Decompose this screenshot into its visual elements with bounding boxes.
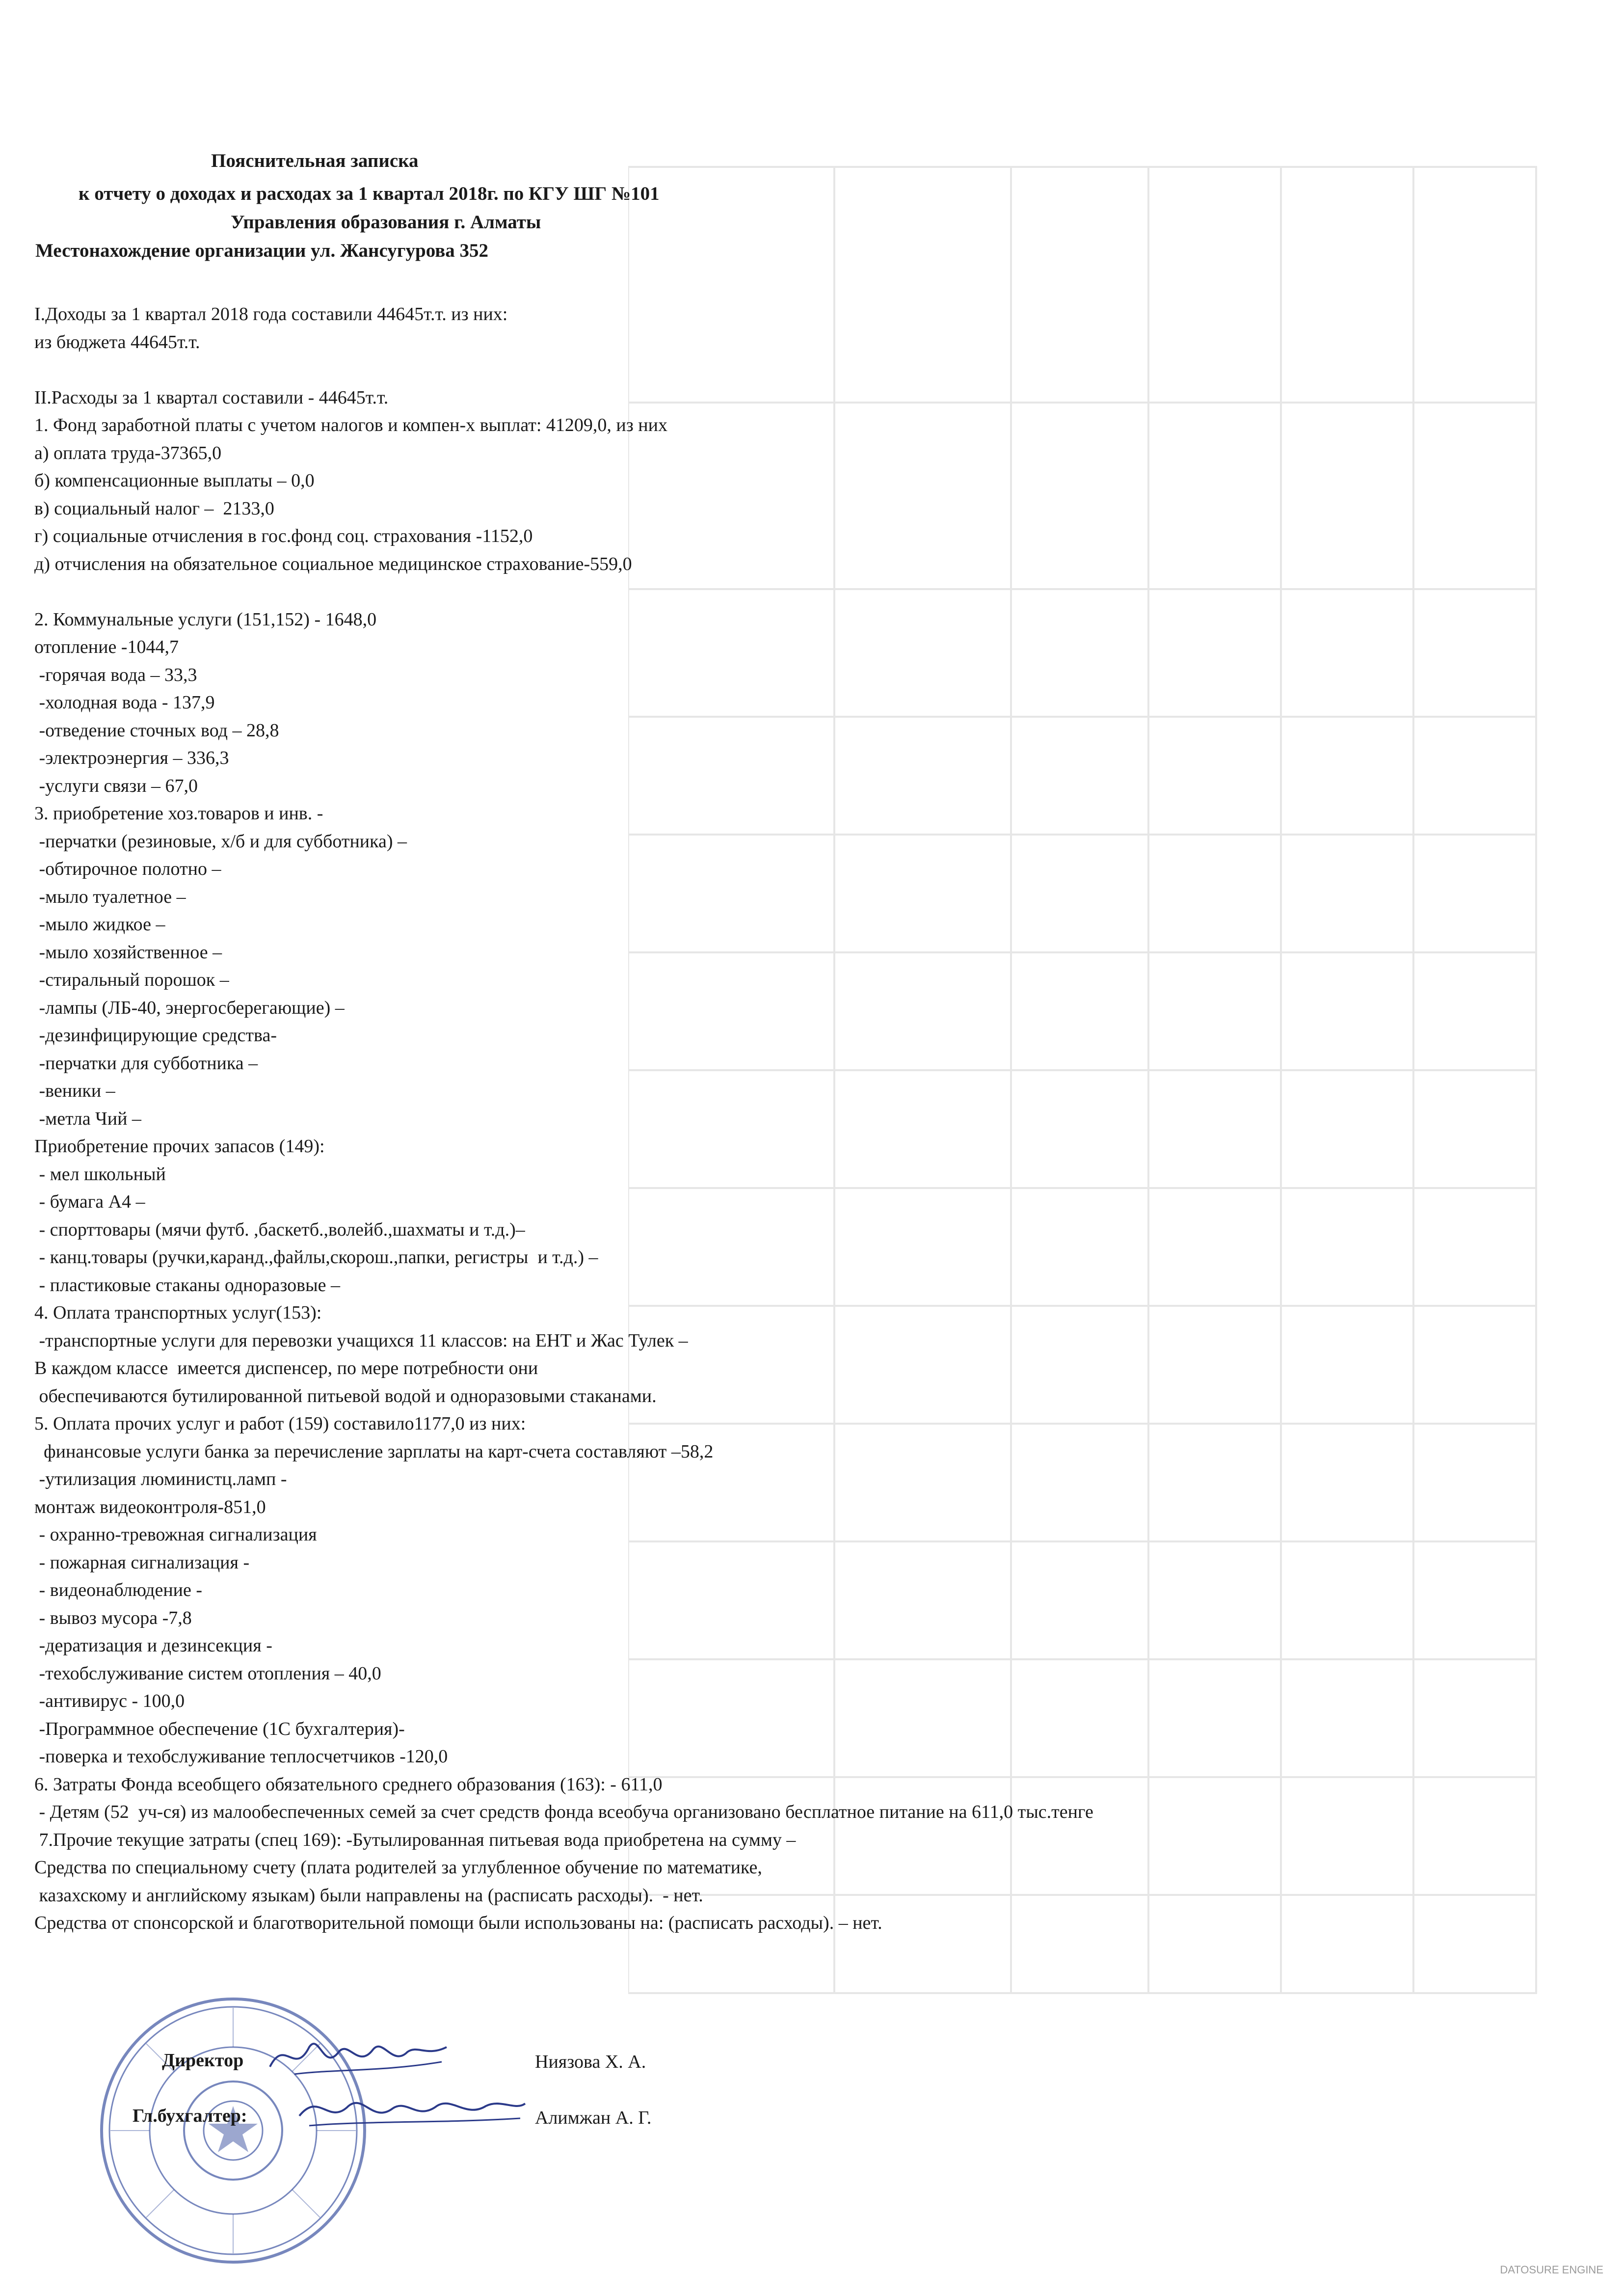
payroll-item: а) оплата труда-37365,0 xyxy=(34,442,222,463)
utilities-item: -услуги связи – 67,0 xyxy=(34,775,198,796)
fund-item: - Детям (52 уч-ся) из малообеспеченных семей за счет средств фонда всеобуча организовано бесплатное питание на 611,0 тыс.тенге xyxy=(34,1802,1093,1822)
supplies-item: -мыло хозяйственное – xyxy=(34,942,222,963)
expenses-title: II.Расходы за 1 квартал составили - 44645т.т. xyxy=(34,387,389,408)
misc-item: Средства по специальному счету (плата родителей за углубленное обучение по математике, xyxy=(34,1857,762,1878)
services-item: - охранно-тревожная сигнализация xyxy=(34,1524,317,1545)
transport-item: -транспортные услуги для перевозки учащихся 11 классов: на ЕНТ и Жас Тулек – xyxy=(34,1330,688,1351)
supplies-item: -обтирочное полотно – xyxy=(34,859,221,879)
director-label: Директор xyxy=(162,2050,244,2071)
other-stock-item: - канц.товары (ручки,каранд.,файлы,скорош.,папки, регистры и т.д.) – xyxy=(34,1247,598,1268)
services-item: - пожарная сигнализация - xyxy=(34,1552,250,1573)
misc-item: 7.Прочие текущие затраты (спец 169): -Бутылированная питьевая вода приобретена на сумму – xyxy=(34,1829,796,1850)
services-item: -техобслуживание систем отопления – 40,0 xyxy=(34,1663,381,1684)
supplies-item: -веники – xyxy=(34,1080,115,1101)
payroll-heading: 1. Фонд заработной платы с учетом налогов и компен-х выплат: 41209,0, из них xyxy=(34,415,667,435)
organization-authority: Управления образования г. Алматы xyxy=(231,212,541,233)
supplies-item: -дезинфицирующие средства- xyxy=(34,1025,277,1046)
utilities-item: -холодная вода - 137,9 xyxy=(34,692,215,713)
services-item: - видеонаблюдение - xyxy=(34,1580,203,1600)
other-stock-item: - спорттовары (мячи футб. ,баскетб.,волейб.,шахматы и т.д.)– xyxy=(34,1219,525,1240)
transport-item: В каждом классе имеется диспенсер, по мере потребности они xyxy=(34,1358,538,1378)
services-item: -антивирус - 100,0 xyxy=(34,1691,185,1711)
payroll-item: г) социальные отчисления в гос.фонд соц. страхования -1152,0 xyxy=(34,526,533,546)
supplies-item: -мыло туалетное – xyxy=(34,886,186,907)
income-budget-line: из бюджета 44645т.т. xyxy=(34,331,200,352)
payroll-item: д) отчисления на обязательное социальное медицинское страхование-559,0 xyxy=(34,553,632,574)
other-stock-item: - пластиковые стаканы одноразовые – xyxy=(34,1274,340,1296)
services-item: - вывоз мусора -7,8 xyxy=(34,1607,192,1628)
utilities-item: -электроэнергия – 336,3 xyxy=(34,748,229,768)
document-subtitle: к отчету о доходах и расходах за 1 квартал 2018г. по КГУ ШГ №101 xyxy=(79,183,660,204)
supplies-heading: 3. приобретение хоз.товаров и инв. - xyxy=(34,803,323,824)
supplies-item: -перчатки для субботника – xyxy=(34,1053,258,1074)
services-item: -поверка и техобслуживание теплосчетчиков -120,0 xyxy=(34,1746,448,1767)
utilities-heading: 2. Коммунальные услуги (151,152) - 1648,0 xyxy=(34,609,377,630)
supplies-item: -метла Чий – xyxy=(34,1108,141,1129)
services-item: финансовые услуги банка за перечисление зарплаты на карт-счета составляют –58,2 xyxy=(34,1441,714,1462)
organization-address: Местонахождение организации ул. Жансугурова 352 xyxy=(35,240,489,261)
transport-heading: 4. Оплата транспортных услуг(153): xyxy=(34,1302,322,1323)
fund-heading: 6. Затраты Фонда всеобщего обязательного среднего образования (163): - 611,0 xyxy=(34,1774,663,1795)
scanner-watermark: DATOSURE ENGINE xyxy=(1500,2264,1603,2276)
payroll-item: б) компенсационные выплаты – 0,0 xyxy=(34,470,315,491)
other-stock-heading: Приобретение прочих запасов (149): xyxy=(34,1136,325,1157)
supplies-item: -мыло жидкое – xyxy=(34,914,165,935)
director-signature-icon xyxy=(265,2027,452,2086)
utilities-item: -горячая вода – 33,3 xyxy=(34,664,197,685)
services-item: -утилизация люминистц.ламп - xyxy=(34,1469,287,1489)
other-stock-item: - бумага А4 – xyxy=(34,1191,145,1212)
transport-item: обеспечиваются бутилированной питьевой водой и одноразовыми стаканами. xyxy=(34,1385,657,1406)
director-name: Ниязова Х. А. xyxy=(535,2052,646,2072)
services-item: монтаж видеоконтроля-851,0 xyxy=(34,1496,266,1517)
accountant-signature-icon xyxy=(294,2081,530,2135)
supplies-item: -лампы (ЛБ-40, энергосберегающие) – xyxy=(34,997,345,1018)
payroll-item: в) социальный налог – 2133,0 xyxy=(34,498,274,519)
supplies-item: -перчатки (резиновые, х/б и для субботника) – xyxy=(34,831,407,852)
misc-item: Средства от спонсорской и благотворительной помощи были использованы на: (расписать расходы). – нет. xyxy=(34,1913,882,1933)
services-item: -дератизация и дезинсекция - xyxy=(34,1635,272,1656)
accountant-label: Гл.бухгалтер: xyxy=(133,2106,247,2126)
misc-item: казахскому и английскому языкам) были направлены на (расписать расходы). - нет. xyxy=(34,1885,703,1906)
other-stock-item: - мел школьный xyxy=(34,1163,166,1185)
utilities-item: -отведение сточных вод – 28,8 xyxy=(34,720,279,741)
accountant-name: Алимжан А. Г. xyxy=(535,2107,652,2128)
document-body xyxy=(34,300,1507,1937)
utilities-item: отопление -1044,7 xyxy=(34,637,179,657)
services-heading: 5. Оплата прочих услуг и работ (159) составило1177,0 из них: xyxy=(34,1413,526,1434)
document-title: Пояснительная записка xyxy=(211,150,419,171)
services-item: -Программное обеспечение (1С бухгалтерия)- xyxy=(34,1718,405,1739)
supplies-item: -стиральный порошок – xyxy=(34,970,229,990)
income-line: I.Доходы за 1 квартал 2018 года составили 44645т.т. из них: xyxy=(34,304,508,324)
